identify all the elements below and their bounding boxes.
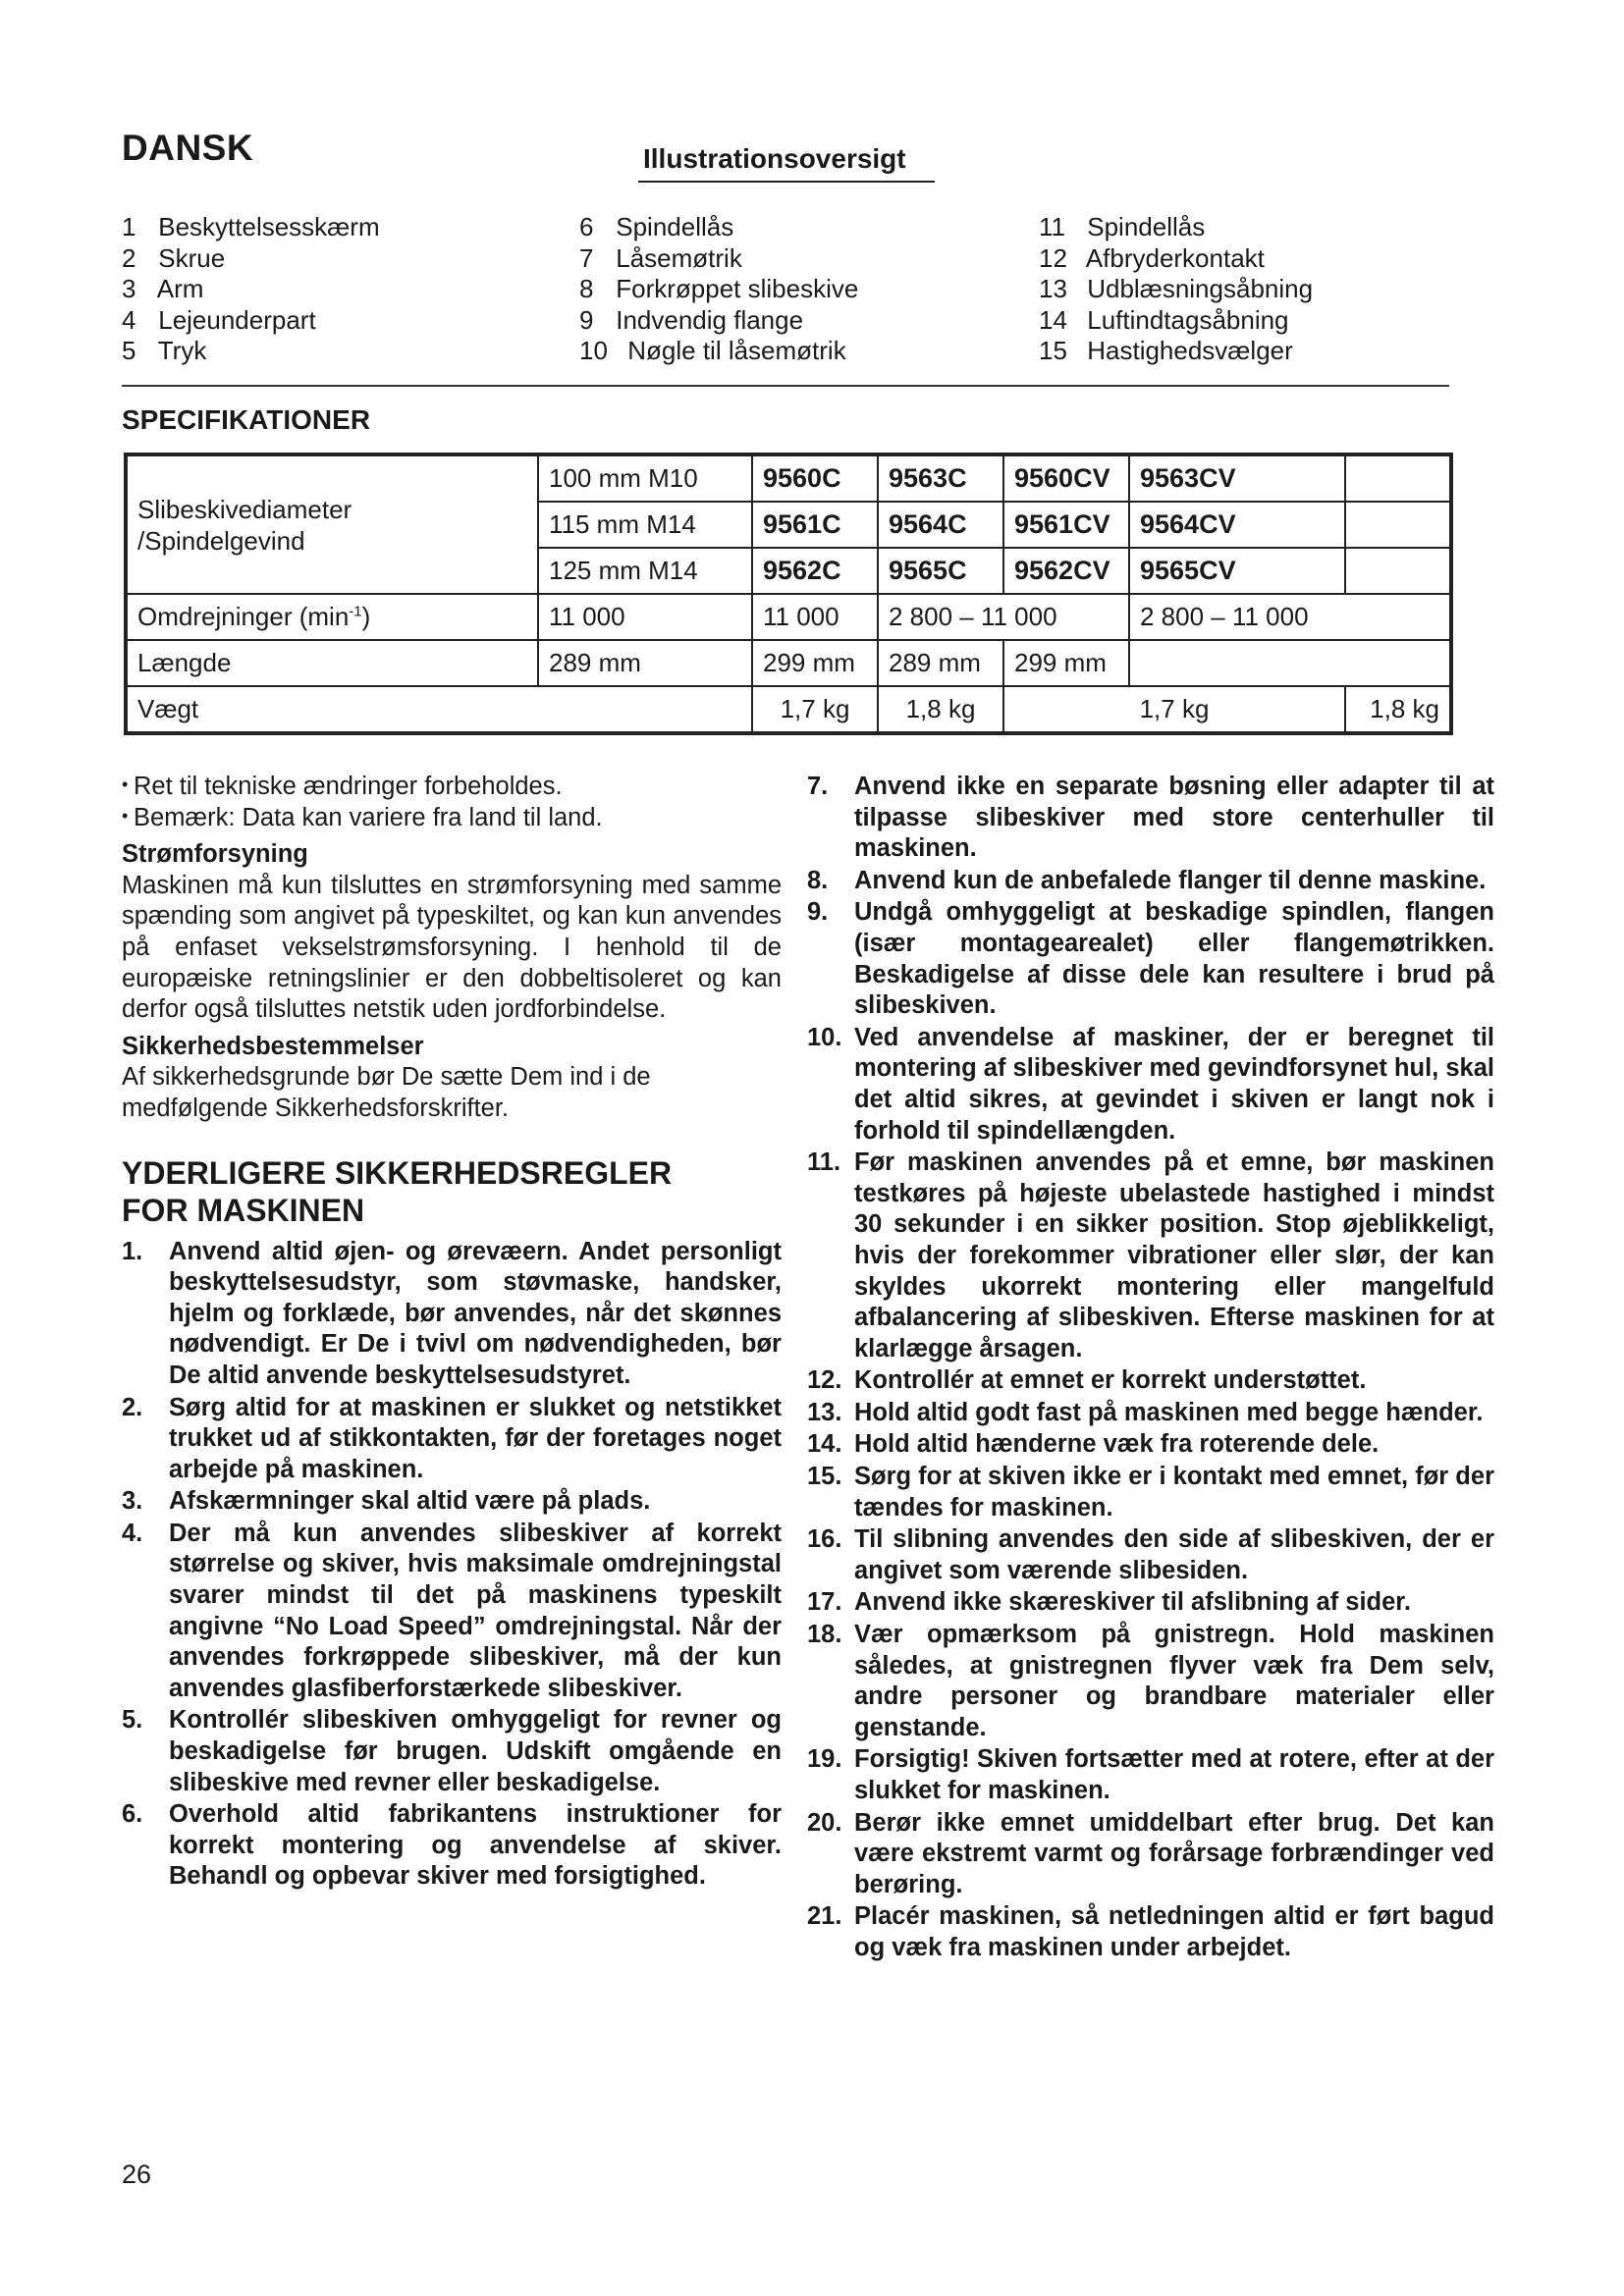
table-row <box>126 454 1451 502</box>
legend-item: 8 Forkrøppet slibeskive <box>579 274 859 303</box>
safety-title: Sikkerhedsbestemmelser <box>122 1032 424 1060</box>
safety-text: Af sikkerhedsgrunde bør De sætte Dem ind i de medfølgende Sikkerhedsforskrifter. <box>122 1063 651 1122</box>
section-divider <box>122 385 1449 387</box>
list-item: 13. Hold altid godt fast på maskinen med begge hænder. <box>807 1398 1484 1426</box>
model-cell: 9560C <box>752 454 878 502</box>
length-value-cell: 289 mm <box>878 640 1003 686</box>
rpm-value-cell: 2 800 – 11 000 <box>878 594 1129 640</box>
model-cell: 9562CV <box>1003 548 1129 594</box>
list-item: 21. Placér maskinen, så netledningen altid er ført bagud og væk fra maskinen under arbejdet. <box>807 1902 1494 1961</box>
model-cell: 9561CV <box>1003 502 1129 548</box>
specifications-title: SPECIFIKATIONER <box>122 404 371 435</box>
rules-list-right <box>807 772 1494 1964</box>
weight-value-cell: 1,8 kg <box>878 686 1003 733</box>
length-value-cell: 299 mm <box>752 640 878 686</box>
legend-item: 2 Skrue <box>122 242 226 273</box>
power-title: Strømforsyning <box>122 840 308 869</box>
rules-heading-line-2: FOR MASKINEN <box>122 1192 365 1228</box>
list-item: 16. Til slibning anvendes den side af slibeskiven, der er angivet som værende slibesiden. <box>807 1525 1494 1584</box>
model-cell: 9560CV <box>1003 454 1129 502</box>
length-label-cell: Længde <box>126 640 538 686</box>
list-item: 15. Sørg for at skiven ikke er i kontakt med emnet, før der tændes for maskinen. <box>807 1463 1494 1522</box>
legend-item: 10 Nøgle til låsemøtrik <box>579 336 846 365</box>
legend-item: 3 Arm <box>122 274 204 303</box>
note: • Ret til tekniske ændringer forbeholdes. <box>122 772 782 803</box>
page-number: 26 <box>122 2160 152 2189</box>
size-cell: 100 mm M10 <box>538 454 752 502</box>
legend-item: 5 Tryk <box>122 336 207 365</box>
length-value-cell: 299 mm <box>1003 640 1129 686</box>
table-row <box>126 640 1451 686</box>
model-cell: 9563C <box>878 454 1003 502</box>
right-column <box>807 772 1494 1965</box>
legend-column-1 <box>122 212 380 367</box>
legend-item: 14 Luftindtagsåbning <box>1039 304 1289 335</box>
empty-cell <box>1345 502 1451 548</box>
model-cell: 9565C <box>878 548 1003 594</box>
power-text: Maskinen må kun tilsluttes en strømforsyning med samme spænding som angivet på typeskiltet, og kan kun anvendes på enfaset vekselstrømsforsyning. I henhold til de europæiske retningslinier er den dobbeltisoleret og kan derfor også tilsluttes netstik uden jordforbindelse. <box>122 871 782 1024</box>
list-item: 18. Vær opmærksom på gnistregn. Hold maskinen således, at gnistregnen flyver væk fra Dem selv, andre personer og brandbare materialer eller genstande. <box>807 1621 1494 1741</box>
left-column <box>122 772 782 1894</box>
length-value-cell: 289 mm <box>538 640 752 686</box>
table-row <box>126 686 1451 733</box>
language-heading: DANSK <box>122 128 254 168</box>
legend-item: 13 Udblæsningsåbning <box>1039 274 1314 303</box>
list-item: 12. Kontrollér at emnet er korrekt understøttet. <box>807 1366 1367 1395</box>
list-item: 10. Ved anvendelse af maskiner, der er beregnet til montering af slibeskiver med gevindforsynet hul, skal det altid sikres, at gevindet i skiven er langt nok i forhold til spindellængden. <box>807 1023 1494 1145</box>
table-row <box>126 594 1451 640</box>
legend-item: 11 Spindellås <box>1039 212 1206 241</box>
model-cell: 9565CV <box>1129 548 1345 594</box>
weight-value-cell: 1,7 kg <box>1003 686 1345 733</box>
model-cell: 9563CV <box>1129 454 1345 502</box>
legend-item: 12 Afbryderkontakt <box>1039 242 1265 273</box>
legend-item: 9 Indvendig flange <box>579 304 804 335</box>
legend-column-2 <box>579 212 858 367</box>
size-cell: 115 mm M14 <box>538 502 752 548</box>
legend-item: 4 Lejeunderpart <box>122 304 316 335</box>
note: • Bemærk: Data kan variere fra land til land. <box>122 803 782 834</box>
model-cell: 9564C <box>878 502 1003 548</box>
list-item: 20. Berør ikke emnet umiddelbart efter brug. Det kan være ekstremt varmt og forårsage forbrændinger ved berøring. <box>807 1808 1494 1898</box>
weight-label-cell: Vægt <box>126 686 752 733</box>
list-item: 11. Før maskinen anvendes på et emne, bør maskinen testkøres på højeste ubelastede hastighed i mindst 30 sekunder i en sikker position. Stop øjeblikkeligt, hvis der forekommer vibrationer eller slør, der kan skyldes ukorrekt montering eller mangelfuld afbalancering af slibeskiven. Efterse maskinen for at klarlægge årsagen. <box>807 1148 1494 1362</box>
list-item: 6. Overhold altid fabrikantens instruktioner for korrekt montering og anvendelse af skiver. Behandl og opbevar skiver med forsigtighed. <box>122 1800 782 1891</box>
legend-column-3 <box>1039 212 1313 367</box>
empty-cell <box>1345 548 1451 594</box>
weight-value-cell: 1,7 kg <box>752 686 878 733</box>
weight-value-cell: 1,8 kg <box>1345 686 1451 733</box>
list-item: 1. Anvend altid øjen- og ørevæern. Andet personligt beskyttelsesudstyr, som støvmaske, handsker, hjelm og forklæde, bør anvendes, når det skønnes nødvendigt. Er De i tvivl om nødvendigheden, bør De altid anvende beskyttelsesudstyret. <box>122 1237 782 1389</box>
list-item: 17. Anvend ikke skæreskiver til afslibning af sider. <box>807 1588 1411 1617</box>
legend-item: 6 Spindellås <box>579 212 734 241</box>
list-item: 7. Anvend ikke en separate bøsning eller adapter til at tilpasse slibeskiver med store centerhuller til maskinen. <box>807 773 1494 863</box>
rpm-value-cell: 11 000 <box>538 594 752 640</box>
list-item: 19. Forsigtig! Skiven fortsætter med at rotere, efter at der slukket for maskinen. <box>807 1745 1494 1804</box>
empty-cell <box>1345 454 1451 502</box>
list-item: 4. Der må kun anvendes slibeskiver af korrekt størrelse og skiver, hvis maksimale omdrejningstal svarer mindst til det på maskinens typeskilt angivne “No Load Speed” omdrejningstal. Når der anvendes forkrøppede slibeskiver, må der kun anvendes glasfiberforstærkede slibeskiver. <box>122 1519 782 1702</box>
model-cell: 9561C <box>752 502 878 548</box>
list-item: 8. Anvend kun de anbefalede flanger til denne maskine. <box>807 866 1487 894</box>
list-item: 14. Hold altid hænderne væk fra roterende dele. <box>807 1430 1380 1459</box>
diameter-label-cell: Slibeskivediameter /Spindelgevind <box>126 454 538 594</box>
rules-heading-line-1: YDERLIGERE SIKKERHEDSREGLER <box>122 1154 673 1191</box>
size-cell: 125 mm M14 <box>538 548 752 594</box>
list-item: 2. Sørg altid for at maskinen er slukket og netstikket trukket ud af stikkontakten, før der foretages noget arbejde på maskinen. <box>122 1393 782 1483</box>
legend-item: 15 Hastighedsvælger <box>1039 336 1293 365</box>
title-underline <box>638 181 935 183</box>
model-cell: 9564CV <box>1129 502 1345 548</box>
empty-cell <box>1129 640 1451 686</box>
list-item: 9. Undgå omhyggeligt at beskadige spindlen, flangen (især montagearealet) eller flangemøtrikken. Beskadigelse af disse dele kan resultere i brud på slibeskiven. <box>807 898 1494 1020</box>
list-item: 5. Kontrollér slibeskiven omhyggeligt for revner og beskadigelse før brugen. Udskift omgående en slibeskive med revner eller beskadigelse. <box>122 1706 782 1796</box>
list-item: 3. Afskærmninger skal altid være på plads. <box>122 1487 651 1516</box>
illustration-overview-title: Illustrationsoversigt <box>643 143 906 174</box>
rpm-label-cell: Omdrejninger $(\min^{-1})$ <box>126 594 538 640</box>
specifications-table <box>124 453 1453 735</box>
model-cell: 9562C <box>752 548 878 594</box>
rpm-value-cell: 11 000 <box>752 594 878 640</box>
legend-item: 1 Beskyttelsesskærm <box>122 212 380 241</box>
rules-list-left <box>122 1237 782 1893</box>
rpm-value-cell: 2 800 – 11 000 <box>1129 594 1451 640</box>
legend-item: 7 Låsemøtrik <box>579 242 742 273</box>
